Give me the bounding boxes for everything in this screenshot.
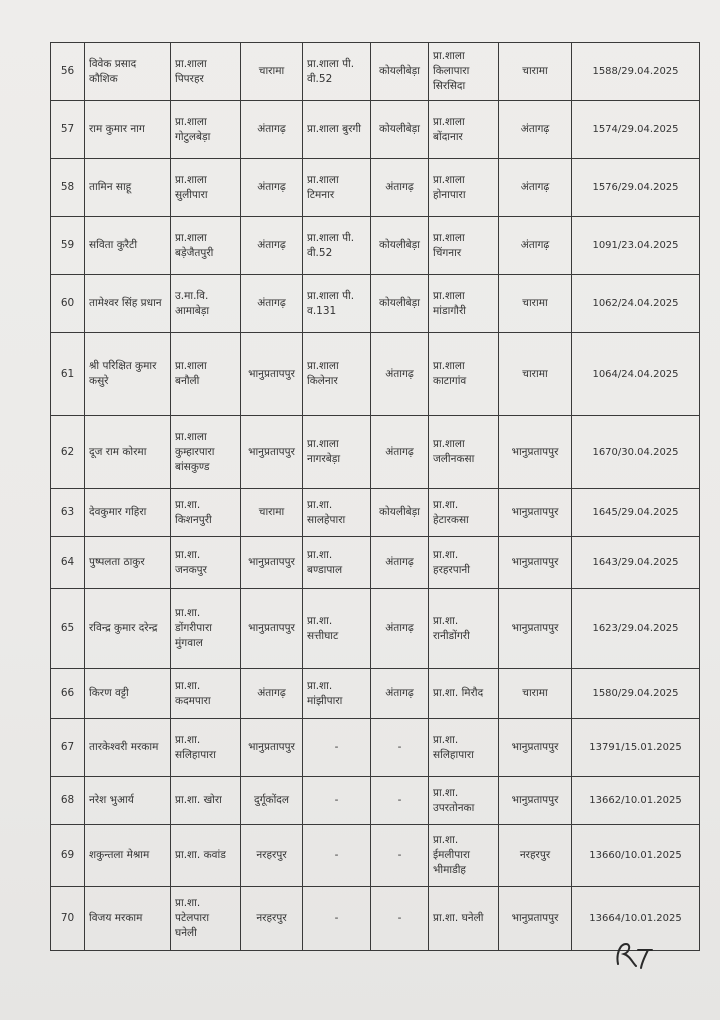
attached-block-cell [371, 825, 429, 887]
transfer-table [50, 42, 700, 951]
order-number-text: 1574/29.04.2025 [592, 124, 679, 135]
order-number-text: 1580/29.04.2025 [592, 688, 679, 699]
current-school-cell [171, 777, 241, 825]
posted-block-text: अंतागढ़ [520, 239, 550, 251]
teacher-name-cell [85, 537, 171, 589]
attached-school-cell [303, 825, 371, 887]
current-school-cell [171, 489, 241, 537]
signature-mark [612, 936, 656, 970]
current-block-text: चारामा [258, 506, 285, 518]
serial-number-cell [51, 777, 85, 825]
current-school-text: उ.मा.वि. आमाबेड़ा [175, 289, 210, 317]
current-school-text: प्रा.शाला कुम्हारपारा बांसकुण्ड [175, 430, 215, 473]
current-school-cell [171, 217, 241, 275]
serial-number-text: 59 [60, 239, 75, 251]
teacher-name-cell [85, 333, 171, 416]
attached-school-cell [303, 887, 371, 951]
attached-school-text: प्रा.शाला टिमनार [307, 173, 339, 201]
attached-block-text: कोयलीबेड़ा [378, 297, 421, 309]
order-number-text: 1062/24.04.2025 [592, 298, 679, 309]
current-block-text: दुर्गूकोंदल [254, 794, 289, 806]
attached-school-cell [303, 217, 371, 275]
current-school-cell [171, 275, 241, 333]
order-number-cell [572, 333, 700, 416]
teacher-name-cell [85, 43, 171, 101]
current-school-cell [171, 159, 241, 217]
teacher-name-text: शकुन्तला मेश्राम [89, 849, 150, 861]
serial-number-cell [51, 669, 85, 719]
current-block-text: नरहरपुर [256, 912, 287, 924]
teacher-name-cell [85, 159, 171, 217]
posted-block-cell [499, 333, 572, 416]
order-number-text: 13791/15.01.2025 [589, 742, 682, 753]
attached-block-text: - [397, 741, 402, 753]
table-row [51, 101, 700, 159]
posted-school-cell [429, 825, 499, 887]
posted-school-text: प्रा.शा. हेटारकसा [433, 498, 469, 526]
attached-block-cell [371, 777, 429, 825]
serial-number-text: 62 [60, 445, 75, 458]
order-number-cell [572, 416, 700, 489]
attached-school-text: - [334, 912, 339, 924]
attached-block-text: अंतागढ़ [385, 687, 414, 699]
posted-block-text: भानुप्रतापपुर [511, 445, 559, 458]
table-row [51, 43, 700, 101]
attached-school-text: - [334, 849, 339, 861]
current-block-cell [241, 416, 303, 489]
posted-school-text: प्रा.शा. सलिहापारा [433, 733, 474, 761]
current-school-text: प्रा.शा. किशनपुरी [175, 498, 212, 526]
table-row [51, 159, 700, 217]
order-number-cell [572, 669, 700, 719]
posted-block-text: चारामा [522, 65, 548, 77]
teacher-name-text: किरण वट्टी [89, 687, 129, 699]
posted-school-cell [429, 159, 499, 217]
table-row [51, 589, 700, 669]
posted-school-cell [429, 489, 499, 537]
posted-school-cell [429, 719, 499, 777]
teacher-name-cell [85, 275, 171, 333]
serial-number-cell [51, 887, 85, 951]
attached-block-text: अंतागढ़ [385, 367, 414, 380]
attached-school-text: प्रा.शा. मांझीपारा [307, 679, 343, 707]
attached-block-cell [371, 887, 429, 951]
serial-number-cell [51, 275, 85, 333]
attached-block-text: अंतागढ़ [385, 622, 414, 634]
teacher-name-cell [85, 777, 171, 825]
serial-number-cell [51, 719, 85, 777]
serial-number-text: 56 [60, 65, 75, 77]
posted-school-text: प्रा.शाला होनापारा [433, 173, 466, 201]
current-block-cell [241, 669, 303, 719]
posted-school-text: प्रा.शा. ईमलीपारा भीमाडीह [433, 834, 470, 876]
teacher-name-cell [85, 825, 171, 887]
posted-block-cell [499, 101, 572, 159]
current-school-cell [171, 101, 241, 159]
teacher-name-cell [85, 416, 171, 489]
posted-block-text: चारामा [522, 367, 548, 380]
order-number-text: 13664/10.01.2025 [589, 913, 682, 924]
current-block-cell [241, 217, 303, 275]
serial-number-text: 63 [60, 506, 75, 518]
current-block-cell [241, 589, 303, 669]
posted-block-text: अंतागढ़ [520, 181, 550, 193]
order-number-text: 1576/29.04.2025 [592, 182, 679, 193]
order-number-text: 1091/23.04.2025 [592, 240, 679, 251]
teacher-name-text: सविता कुरैटी [89, 239, 138, 251]
current-school-cell [171, 416, 241, 489]
current-block-text: भानुप्रतापपुर [248, 622, 295, 634]
attached-block-cell [371, 159, 429, 217]
teacher-name-text: तारकेश्वरी मरकाम [89, 741, 159, 753]
table-row [51, 825, 700, 887]
attached-block-text: कोयलीबेड़ा [378, 239, 421, 251]
teacher-name-text: विवेक प्रसाद कौशिक [89, 57, 137, 85]
posted-school-text: प्रा.शाला किलापारा सिरसिदा [433, 50, 470, 92]
teacher-name-cell [85, 887, 171, 951]
current-block-text: भानुप्रतापपुर [248, 556, 295, 568]
posted-school-cell [429, 333, 499, 416]
current-school-text: प्रा.शाला बनौली [175, 360, 207, 387]
attached-school-text: प्रा.शा. सत्तीघाट [307, 614, 339, 642]
teacher-name-text: विजय मरकाम [89, 912, 143, 924]
posted-block-text: भानुप्रतापपुर [511, 794, 559, 806]
table-row [51, 669, 700, 719]
attached-block-cell [371, 589, 429, 669]
order-number-cell [572, 489, 700, 537]
attached-school-text: प्रा.शा. सालहेपारा [307, 498, 346, 526]
serial-number-cell [51, 333, 85, 416]
current-school-cell [171, 537, 241, 589]
posted-school-text: प्रा.शा. उपरतोनका [433, 786, 475, 814]
teacher-name-cell [85, 589, 171, 669]
posted-school-cell [429, 275, 499, 333]
posted-school-text: प्रा.शाला चिंगनार [433, 231, 465, 259]
posted-school-text: प्रा.शाला मांडागौरी [433, 289, 466, 317]
attached-school-cell [303, 43, 371, 101]
current-block-text: चारामा [258, 65, 285, 77]
current-block-text: भानुप्रतापपुर [248, 445, 295, 458]
posted-block-cell [499, 719, 572, 777]
table-row [51, 217, 700, 275]
table-row [51, 333, 700, 416]
current-block-text: अंतागढ़ [257, 687, 286, 699]
attached-block-text: कोयलीबेड़ा [378, 65, 421, 77]
posted-block-text: भानुप्रतापपुर [511, 506, 559, 518]
serial-number-text: 60 [60, 297, 75, 309]
serial-number-cell [51, 489, 85, 537]
attached-school-cell [303, 669, 371, 719]
current-block-cell [241, 887, 303, 951]
posted-school-cell [429, 589, 499, 669]
posted-block-text: भानुप्रतापपुर [511, 912, 559, 924]
teacher-name-text: तामिन साहू [89, 181, 132, 193]
current-block-text: अंतागढ़ [257, 123, 286, 135]
current-school-text: प्रा.शा. खोरा [175, 794, 222, 806]
serial-number-text: 67 [60, 741, 75, 753]
order-number-cell [572, 719, 700, 777]
serial-number-cell [51, 589, 85, 669]
posted-school-cell [429, 416, 499, 489]
attached-school-text: प्रा.शाला पी. व.131 [307, 289, 355, 317]
serial-number-cell [51, 537, 85, 589]
serial-number-cell [51, 159, 85, 217]
posted-school-cell [429, 887, 499, 951]
attached-school-text: प्रा.शा. बण्डापाल [307, 548, 343, 576]
current-school-text: प्रा.शा. कवांड [175, 849, 226, 861]
order-number-text: 13662/10.01.2025 [589, 795, 682, 806]
attached-school-text: - [334, 741, 339, 753]
current-school-text: प्रा.शा. डोंगरीपारा मुंगवाल [175, 607, 212, 649]
posted-block-cell [499, 275, 572, 333]
current-school-cell [171, 825, 241, 887]
current-school-text: प्रा.शाला पिपरहर [175, 57, 207, 85]
posted-block-cell [499, 43, 572, 101]
attached-block-text: अंतागढ़ [385, 445, 414, 458]
attached-block-text: कोयलीबेड़ा [378, 123, 421, 135]
attached-school-cell [303, 416, 371, 489]
current-school-text: प्रा.शा. जनकपुर [175, 548, 207, 576]
current-block-text: नरहरपुर [256, 849, 287, 861]
teacher-name-text: पुष्पलता ठाकुर [89, 556, 145, 568]
posted-block-cell [499, 416, 572, 489]
attached-block-text: अंतागढ़ [385, 556, 414, 568]
order-number-text: 1670/30.04.2025 [592, 446, 679, 458]
serial-number-text: 57 [60, 123, 75, 135]
current-block-cell [241, 777, 303, 825]
posted-block-cell [499, 159, 572, 217]
order-number-text: 1064/24.04.2025 [592, 368, 679, 380]
table-row [51, 275, 700, 333]
table-row [51, 887, 700, 951]
table-row [51, 416, 700, 489]
posted-block-cell [499, 669, 572, 719]
current-block-cell [241, 537, 303, 589]
current-block-cell [241, 275, 303, 333]
attached-block-text: कोयलीबेड़ा [378, 506, 421, 518]
attached-block-text: - [397, 849, 402, 861]
attached-school-cell [303, 101, 371, 159]
current-school-cell [171, 43, 241, 101]
attached-school-text: प्रा.शाला नागरबेड़ा [307, 438, 341, 465]
serial-number-cell [51, 43, 85, 101]
current-block-text: अंतागढ़ [257, 239, 286, 251]
posted-block-text: चारामा [522, 687, 548, 699]
attached-school-cell [303, 537, 371, 589]
table-row [51, 719, 700, 777]
posted-block-text: भानुप्रतापपुर [511, 741, 559, 753]
serial-number-text: 69 [60, 849, 75, 861]
teacher-name-cell [85, 101, 171, 159]
posted-school-cell [429, 537, 499, 589]
attached-block-text: - [397, 912, 402, 924]
current-school-text: प्रा.शाला सुलीपारा [175, 173, 208, 201]
attached-school-text: - [334, 794, 339, 806]
order-number-text: 1588/29.04.2025 [592, 66, 679, 77]
attached-block-text: - [397, 794, 402, 806]
posted-school-cell [429, 777, 499, 825]
posted-block-cell [499, 777, 572, 825]
teacher-name-text: देवकुमार गहिरा [89, 506, 147, 518]
attached-block-cell [371, 416, 429, 489]
serial-number-text: 65 [60, 622, 75, 634]
posted-block-text: अंतागढ़ [520, 123, 550, 135]
posted-school-text: प्रा.शा. मिरौद [433, 687, 484, 699]
teacher-name-text: नरेश भुआर्य [89, 794, 134, 806]
current-block-cell [241, 159, 303, 217]
table-body [51, 43, 700, 951]
order-number-text: 1645/29.04.2025 [592, 507, 679, 518]
table-row [51, 489, 700, 537]
current-block-cell [241, 43, 303, 101]
serial-number-text: 66 [60, 687, 75, 699]
serial-number-cell [51, 101, 85, 159]
posted-school-cell [429, 669, 499, 719]
order-number-text: 1623/29.04.2025 [592, 623, 679, 634]
posted-school-text: प्रा.शा. हरहरपानी [433, 548, 470, 576]
attached-school-cell [303, 589, 371, 669]
teacher-name-cell [85, 489, 171, 537]
teacher-name-text: श्री परिक्षित कुमार कसुरे [89, 360, 157, 387]
attached-block-cell [371, 217, 429, 275]
order-number-cell [572, 537, 700, 589]
attached-block-cell [371, 275, 429, 333]
order-number-cell [572, 43, 700, 101]
current-block-text: भानुप्रतापपुर [248, 741, 295, 753]
attached-block-cell [371, 537, 429, 589]
current-school-text: प्रा.शा. सलिहापारा [175, 733, 216, 761]
order-number-cell [572, 777, 700, 825]
current-school-text: प्रा.शा. कदमपारा [175, 679, 211, 707]
attached-block-cell [371, 101, 429, 159]
attached-block-cell [371, 43, 429, 101]
attached-school-text: प्रा.शाला बुरगी [307, 123, 361, 135]
posted-school-text: प्रा.शाला काटागांव [433, 360, 467, 387]
attached-school-cell [303, 159, 371, 217]
attached-school-cell [303, 777, 371, 825]
posted-school-text: प्रा.शा. घनेली [433, 912, 484, 924]
teacher-name-text: राम कुमार नाग [89, 123, 145, 135]
current-block-cell [241, 489, 303, 537]
order-number-cell [572, 825, 700, 887]
serial-number-cell [51, 217, 85, 275]
attached-block-text: अंतागढ़ [385, 181, 414, 193]
serial-number-cell [51, 825, 85, 887]
current-school-text: प्रा.शाला बड़ेजैतपुरी [175, 231, 214, 259]
current-school-cell [171, 333, 241, 416]
posted-block-cell [499, 537, 572, 589]
posted-block-text: चारामा [522, 297, 548, 309]
serial-number-text: 64 [60, 556, 75, 568]
attached-block-cell [371, 669, 429, 719]
attached-school-text: प्रा.शाला किलेनार [307, 360, 339, 387]
current-school-cell [171, 719, 241, 777]
current-school-text: प्रा.शाला गोटुलबेड़ा [175, 115, 211, 143]
teacher-name-text: रविन्द्र कुमार दरेन्द्र [89, 622, 158, 634]
current-school-cell [171, 589, 241, 669]
current-school-cell [171, 669, 241, 719]
posted-block-text: भानुप्रतापपुर [511, 622, 559, 634]
attached-school-text: प्रा.शाला पी. वी.52 [307, 231, 355, 259]
attached-block-cell [371, 719, 429, 777]
serial-number-cell [51, 416, 85, 489]
teacher-name-cell [85, 669, 171, 719]
attached-block-cell [371, 489, 429, 537]
attached-school-text: प्रा.शाला पी. वी.52 [307, 57, 355, 85]
current-block-text: अंतागढ़ [257, 297, 286, 309]
current-block-text: अंतागढ़ [257, 181, 286, 193]
attached-school-cell [303, 489, 371, 537]
teacher-name-cell [85, 217, 171, 275]
current-block-text: भानुप्रतापपुर [248, 367, 295, 380]
order-number-cell [572, 589, 700, 669]
teacher-name-cell [85, 719, 171, 777]
order-number-cell [572, 101, 700, 159]
posted-block-cell [499, 589, 572, 669]
attached-school-cell [303, 275, 371, 333]
posted-school-text: प्रा.शाला बोंदानार [433, 115, 465, 143]
posted-block-text: नरहरपुर [519, 849, 551, 861]
posted-block-cell [499, 887, 572, 951]
current-school-cell [171, 887, 241, 951]
teacher-name-text: दूज राम कोरमा [89, 445, 147, 458]
order-number-cell [572, 159, 700, 217]
order-number-cell [572, 275, 700, 333]
current-block-cell [241, 333, 303, 416]
table-row [51, 537, 700, 589]
posted-block-cell [499, 217, 572, 275]
posted-school-text: प्रा.शाला जलीनकसा [433, 438, 475, 465]
order-number-cell [572, 217, 700, 275]
serial-number-text: 58 [60, 181, 75, 193]
current-block-cell [241, 101, 303, 159]
serial-number-text: 61 [60, 367, 75, 380]
table-row [51, 777, 700, 825]
current-block-cell [241, 719, 303, 777]
attached-school-cell [303, 719, 371, 777]
serial-number-text: 70 [60, 912, 75, 924]
posted-block-text: भानुप्रतापपुर [511, 556, 559, 568]
posted-school-text: प्रा.शा. रानीडोंगरी [433, 614, 470, 642]
attached-school-cell [303, 333, 371, 416]
posted-school-cell [429, 217, 499, 275]
posted-block-cell [499, 825, 572, 887]
order-number-text: 13660/10.01.2025 [589, 850, 682, 861]
teacher-name-text: तामेश्वर सिंह प्रधान [89, 297, 162, 309]
serial-number-text: 68 [60, 794, 75, 806]
posted-school-cell [429, 43, 499, 101]
posted-school-cell [429, 101, 499, 159]
posted-block-cell [499, 489, 572, 537]
order-number-text: 1643/29.04.2025 [592, 557, 679, 568]
current-block-cell [241, 825, 303, 887]
current-school-text: प्रा.शा. पटेलपारा घनेली [175, 897, 210, 939]
attached-block-cell [371, 333, 429, 416]
